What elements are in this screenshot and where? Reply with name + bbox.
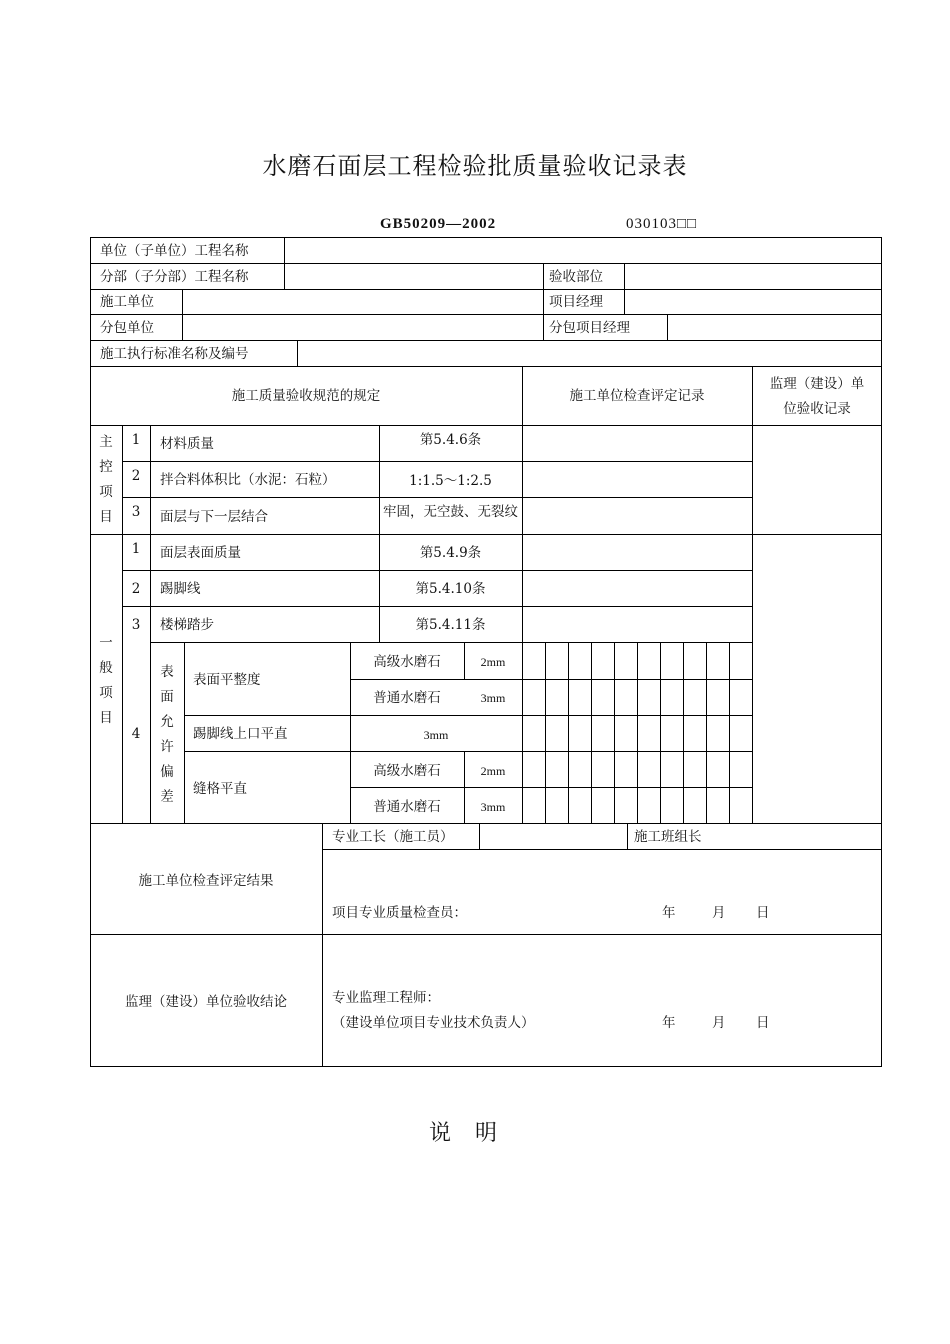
- high-grade-label: 高级水磨石: [373, 654, 441, 670]
- conclusion-month: 月: [712, 1015, 726, 1031]
- conclusion-year: 年: [662, 1015, 676, 1031]
- foreman-label: 专业工长（施工员）: [332, 829, 454, 845]
- main-items-label-char: 目: [99, 509, 113, 525]
- conclusion-day: 日: [756, 1015, 770, 1031]
- general-items-label-char: 一: [99, 635, 113, 651]
- standard-code: GB50209—2002: [380, 216, 497, 232]
- tolerance-label-char: 差: [160, 789, 174, 805]
- engineer-label: 专业监理工程师：: [332, 990, 440, 1006]
- joint-label: 缝格平直: [193, 781, 247, 797]
- general-item-no: 1: [131, 541, 141, 557]
- general-items-label-char: 项: [99, 685, 113, 701]
- flatness-label: 表面平整度: [193, 672, 261, 688]
- owner-label: （建设单位项目专业技术负责人）: [332, 1015, 535, 1031]
- tolerance-label-char: 面: [160, 689, 174, 705]
- result-day: 日: [756, 905, 770, 921]
- general-item-name: 踢脚线: [160, 581, 201, 597]
- main-item-name: 面层与下一层结合: [160, 509, 268, 525]
- normal-grade-label: 普通水磨石: [373, 799, 441, 815]
- main-items-label-char: 主: [99, 434, 113, 450]
- tolerance-value: 3mm: [480, 691, 506, 705]
- record-column-header: 施工单位检查评定记录: [569, 388, 705, 404]
- tolerance-value: 3mm: [423, 728, 449, 742]
- main-item-req: 1:1.5～1:2.5: [409, 473, 492, 489]
- acceptance-part-label: 验收部位: [549, 269, 603, 285]
- explanation-heading: 说明: [428, 1121, 521, 1146]
- general-item-name: 面层表面质量: [160, 545, 241, 561]
- general-item-req: 第5.4.9条: [419, 545, 482, 561]
- supervision-column-header-line1: 监理（建设）单: [769, 376, 865, 392]
- tolerance-label-char: 允: [160, 714, 174, 730]
- main-item-req: 牢固，无空鼓、无裂纹: [383, 504, 518, 520]
- main-item-name: 拌合料体积比（水泥：石粒）: [160, 472, 336, 488]
- tolerance-label-char: 偏: [160, 764, 174, 780]
- subcontract-manager-label: 分包项目经理: [549, 320, 630, 336]
- page-title: 水磨石面层工程检验批质量验收记录表: [262, 152, 688, 180]
- main-item-req-cell: [383, 502, 520, 532]
- main-item-no: 2: [131, 468, 141, 484]
- result-month: 月: [712, 905, 726, 921]
- tolerance-value: 3mm: [480, 800, 506, 814]
- high-grade-label: 高级水磨石: [373, 763, 441, 779]
- standard-name-label: 施工执行标准名称及编号: [100, 346, 249, 362]
- conclusion-label: 监理（建设）单位验收结论: [125, 994, 287, 1010]
- unit-project-name-label: 单位（子单位）工程名称: [100, 243, 249, 259]
- inspector-label: 项目专业质量检查员：: [332, 905, 467, 921]
- result-year: 年: [662, 905, 676, 921]
- general-items-label-char: 目: [99, 710, 113, 726]
- result-label: 施工单位检查评定结果: [138, 873, 274, 889]
- normal-grade-label: 普通水磨石: [373, 690, 441, 706]
- main-items-label-char: 项: [99, 484, 113, 500]
- project-manager-label: 项目经理: [549, 294, 603, 310]
- general-item-no: 3: [131, 617, 141, 633]
- construction-unit-label: 施工单位: [100, 294, 154, 310]
- general-item-req: 第5.4.10条: [415, 581, 486, 597]
- skirting-label: 踢脚线上口平直: [193, 726, 288, 742]
- tolerance-value: 2mm: [480, 764, 506, 778]
- tolerance-value: 2mm: [480, 655, 506, 669]
- tolerance-label-char: 表: [160, 664, 174, 680]
- general-item-no: 2: [131, 581, 141, 597]
- spec-column-header: 施工质量验收规范的规定: [231, 388, 381, 404]
- main-item-name: 材料质量: [160, 436, 214, 452]
- general-items-label-char: 般: [99, 660, 113, 676]
- tolerance-item-no: 4: [131, 726, 141, 742]
- sub-project-name-label: 分部（子分部）工程名称: [100, 269, 249, 285]
- team-leader-label: 施工班组长: [634, 829, 702, 845]
- supervision-column-header-line2: 位验收记录: [783, 401, 851, 417]
- main-items-label-char: 控: [99, 459, 113, 475]
- general-item-req: 第5.4.11条: [415, 617, 486, 633]
- general-item-name: 楼梯踏步: [160, 617, 214, 633]
- tolerance-label-char: 许: [160, 739, 174, 755]
- form-number: 030103□□: [626, 216, 698, 232]
- main-item-no: 1: [131, 432, 141, 448]
- main-item-no: 3: [131, 504, 141, 520]
- subcontract-unit-label: 分包单位: [100, 320, 154, 336]
- main-item-req: 第5.4.6条: [419, 432, 482, 448]
